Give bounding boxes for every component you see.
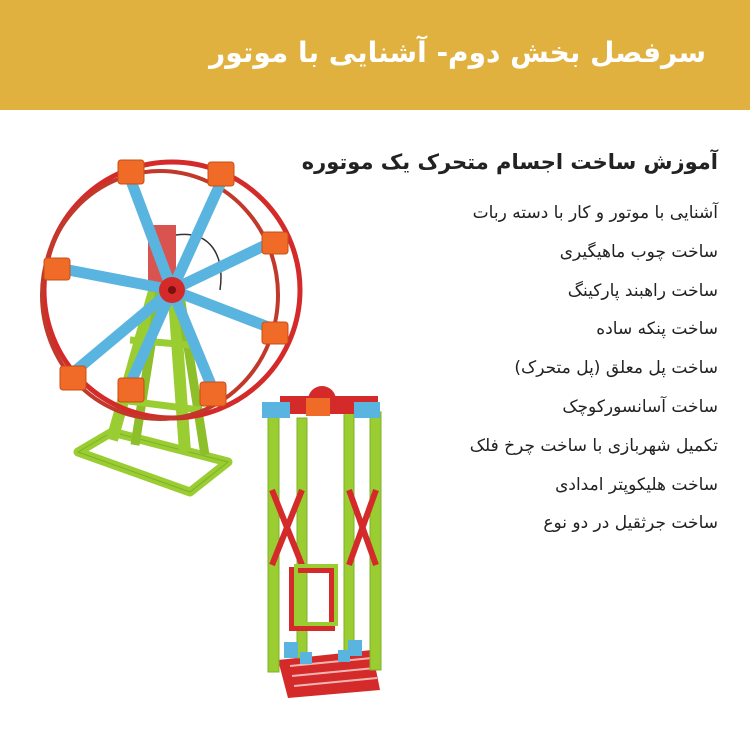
topic-item: ساخت راهبند پارکینگ bbox=[567, 280, 718, 301]
topic-item: ساخت آسانسورکوچک bbox=[562, 396, 718, 417]
topic-item: ساخت چوب ماهیگیری bbox=[559, 241, 718, 262]
topic-item: تکمیل شهربازی با ساخت چرخ فلک bbox=[469, 435, 718, 456]
section-title: آموزش ساخت اجسام متحرک یک موتوره bbox=[301, 150, 718, 174]
elevator-icon bbox=[262, 386, 381, 698]
topic-item: ساخت پنکه ساده bbox=[596, 319, 718, 340]
topic-item: ساخت جرثقیل در دو نوع bbox=[543, 513, 718, 534]
topic-item: ساخت هلیکوپتر امدادی bbox=[555, 474, 718, 495]
topic-item: ساخت پل معلق (پل متحرک) bbox=[514, 358, 718, 379]
header-title: سرفصل بخش دوم- آشنایی با موتور bbox=[209, 36, 706, 69]
topic-item: آشنایی با موتور و کار با دسته ربات bbox=[472, 203, 718, 223]
